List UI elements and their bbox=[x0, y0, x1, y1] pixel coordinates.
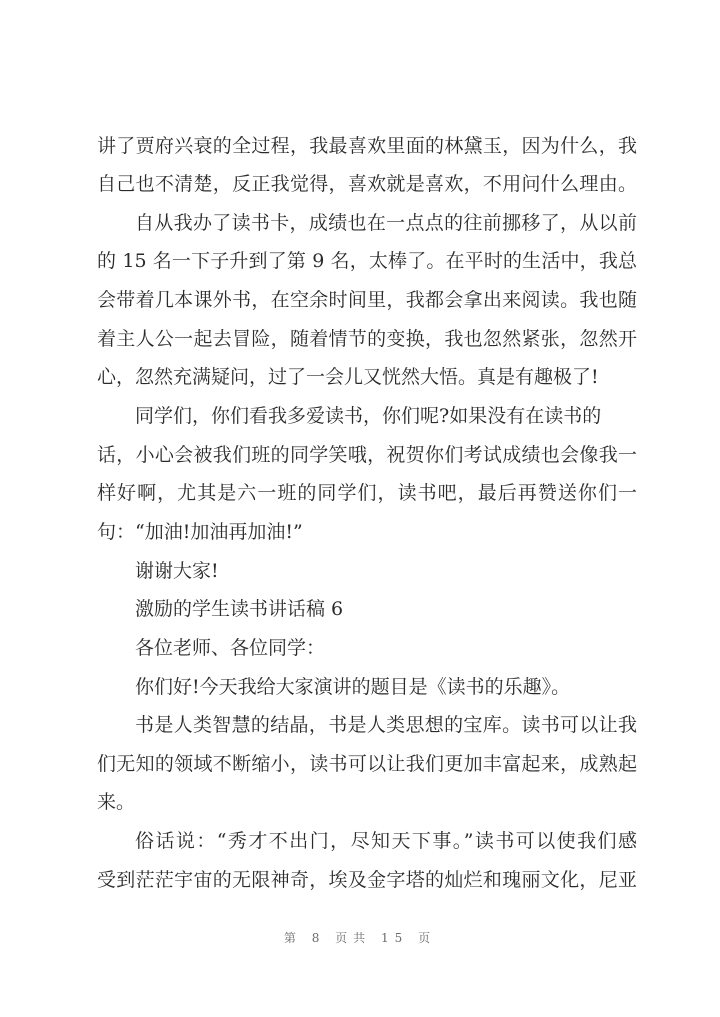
body-line: 自从我办了读书卡，成绩也在一点点的往前挪移了，从以前 bbox=[135, 212, 637, 234]
body-line: 的 15 名一下子升到了第 9 名，太棒了。在平时的生活中，我总 bbox=[97, 250, 637, 272]
body-line: 受到茫茫宇宙的无限神奇，埃及金字塔的灿烂和瑰丽文化，尼亚 bbox=[97, 869, 637, 891]
body-line: 话，小心会被我们班的同学笑哦，祝贺你们考试成绩也会像我一 bbox=[97, 444, 637, 466]
section-heading: 激励的学生读书讲话稿 6 bbox=[135, 598, 344, 620]
body-line: 书是人类智慧的结晶，书是人类思想的宝库。读书可以让我 bbox=[135, 714, 637, 736]
body-line: 句：“加油!加油再加油!” bbox=[97, 521, 303, 543]
page-number-footer: 第 8 页共 15 页 bbox=[283, 931, 437, 945]
body-line: 你们好!今天我给大家演讲的题目是《读书的乐趣》。 bbox=[135, 676, 571, 698]
body-line: 同学们，你们看我多爱读书，你们呢?如果没有在读书的 bbox=[135, 405, 602, 427]
body-line: 们无知的领域不断缩小，读书可以让我们更加丰富起来，成熟起 bbox=[97, 753, 637, 775]
body-line: 着主人公一起去冒险，随着情节的变换，我也忽然紧张，忽然开 bbox=[97, 328, 637, 350]
body-line: 讲了贾府兴衰的全过程，我最喜欢里面的林黛玉，因为什么，我 bbox=[97, 135, 637, 157]
body-line: 俗话说：“秀才不出门，尽知天下事。”读书可以使我们感 bbox=[135, 830, 637, 852]
body-line: 心，忽然充满疑问，过了一会儿又恍然大悟。真是有趣极了! bbox=[97, 366, 599, 388]
body-line: 自己也不清楚，反正我觉得，喜欢就是喜欢，不用问什么理由。 bbox=[97, 173, 637, 195]
body-line: 会带着几本课外书，在空余时间里，我都会拿出来阅读。我也随 bbox=[97, 289, 637, 311]
body-line: 样好啊，尤其是六一班的同学们，读书吧，最后再赞送你们一 bbox=[97, 482, 637, 504]
salutation: 各位老师、各位同学： bbox=[135, 637, 326, 659]
body-line: 来。 bbox=[97, 791, 136, 813]
body-line: 谢谢大家! bbox=[135, 560, 219, 582]
